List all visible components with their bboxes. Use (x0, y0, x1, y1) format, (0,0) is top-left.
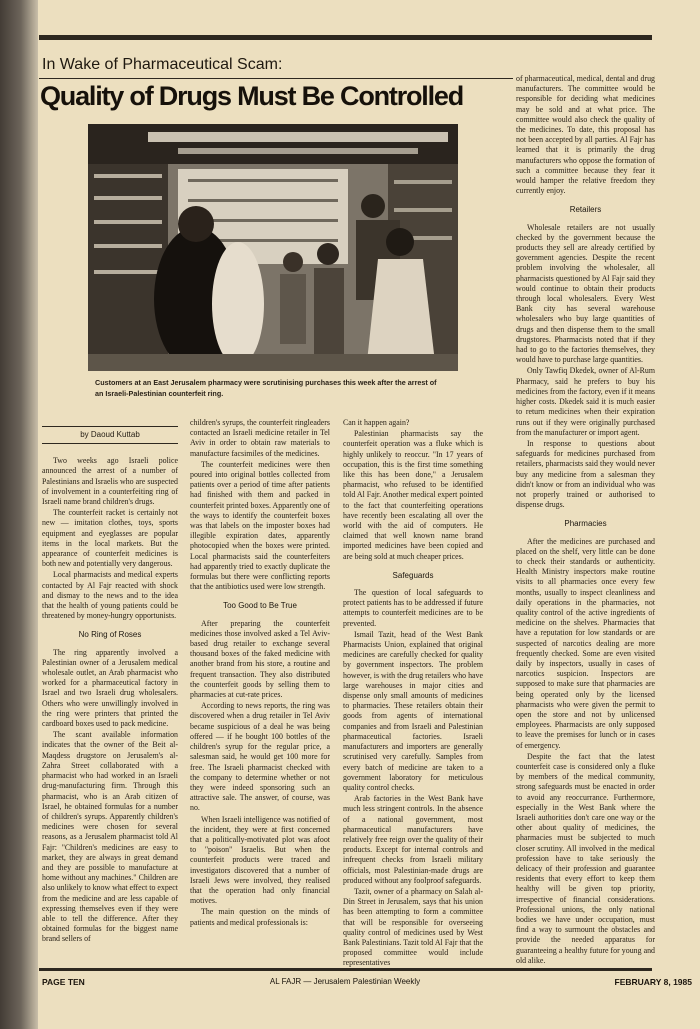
paragraph: The question of local safeguards to protect patients has to be addressed if future attempts to counterfeit medicines are to be prevented. (343, 588, 483, 628)
subheading-pharmacies: Pharmacies (564, 519, 607, 529)
paragraph: The counterfeit medicines were then poured into original bottles collected from patients over a period of time after patients had finished with them and packed in counterfeit printed boxes. Apparently one of the ways to identify the counterfeit boxes was that labels on the imposter boxes had illegible expiration dates, apparently photocopied when the boxes were printed. Local pharmacists said the counterfeiters had apparently tried to exactly duplicate the formulas but there were conflicting reports that the antibiotics used were low strength. (190, 459, 330, 592)
paragraph: After preparing the counterfeit medicines those involved asked a Tel Aviv-based drug retailer to exchange several thousand boxes of the faked medicine with another brand from his store, a routine and frequent transaction. They also distributed the counterfeit goods by selling them to pharmacies at cut-rate prices. (190, 618, 330, 700)
subheading-retailers: Retailers (569, 205, 602, 215)
paragraph: Palestinian pharmacists say the counterfeit operation was a fluke which is highly unlikely to reoccur. "In 17 years of occupation, this is the first time something like this has been done," a Jerusalem pharmacist, who refused to be identified told Al Fajr. Another medical expert pointed to the fact that counterfeiting operations have recently been escalating all over the world with the aid of computers. He claimed that well known name brand imported medicines have been copied and are being sold at much cheaper prices. (343, 429, 483, 561)
paragraph: Only Tawfiq Dkedek, owner of Al-Rum Pharmacy, said he prefers to buy his medicines from the factory, even if it means higher costs. Dkedek said it is much easier to return medicines when their expiration runs out if they were originally purchased from the manufacturer or import agent. (516, 366, 655, 437)
paragraph: Tazit, owner of a pharmacy on Salah al-Din Street in Jerusalem, says that his union has been attempting to form a committee that will be responsible for overseeing quality control of medicines used by West Bank Palestinians. Tazit told Al Fajr that the proposed committee would include representatives (343, 886, 483, 968)
paragraph: In response to questions about safeguards for medicines purchased from retailers, pharmacists said they would never buy any medicine from a salesman they didn't know or from an individual who was not properly trained or authorised to dispense drugs. (516, 438, 655, 510)
subheading-safeguards: Safeguards (392, 570, 434, 580)
paragraph: Despite the fact that the latest counterfeit case is considered only a fluke by members of the medical community, strong safeguards must be enacted in order to avoid any reoccurrance. Furthermore, especially in the West Bank where the Israeli authorities don't care one way or the other about quality of medicines, the pharmacies must be subjected to much closer scrutiny. All involved in the medical profession have to take seriously the delicacy of their profession and guarantee residents that every effort to keep them healthy will be given top priority, irrespective of financial considerations. Professional unions, the only national bodies we have under occupation, must find a way to surmount the obstacles and provide the needed apparatus for guaranteeing a healthy future for young and old alike. (516, 751, 655, 965)
pharmacy-photo (88, 124, 458, 371)
column-2 (190, 418, 330, 929)
photo-caption: Customers at an East Jerusalem pharmacy were scrutinising purchases this week after the arrest of an Israeli-Palestinian counterfeit ring. (95, 378, 437, 398)
paragraph: The ring apparently involved a Palestinian owner of a Jerusalem medical wholesale outlet, an Arab pharmacist who worked for a pharmaceutical factory in Israel and two Israeli drug wholesalers. Others who were unwillingly involved in the ring were printers that printed the cardboard boxes used to pack medicine. (42, 647, 178, 729)
publication-name: AL FAJR — Jerusalem Palestinian Weekly (269, 977, 421, 986)
top-rule (39, 35, 652, 40)
column-3 (343, 418, 483, 970)
paragraph: When Israeli intelligence was notified of the incident, they were at first concerned that a politically-motivated plot was afoot to "poison" Israelis. But when the counterfeit products were traced and investigators discovered that a number of Israeli Jews were involved, they realised that the operation had only financial motives. (190, 814, 330, 906)
issue-date: FEBRUARY 8, 1985 (614, 977, 692, 987)
paragraph: According to news reports, the ring was discovered when a drug retailer in Tel Aviv became suspicious of a deal he was being offered — if he bought 100 bottles of the children's syrup for the regular price, a salesman said, he would get 100 more for free. The Israeli pharmacist checked with the company to determine whether or not they were indeed sponsoring such an attractive sale. The answer, of course, was no. (190, 701, 330, 813)
byline: by Daoud Kuttab (42, 426, 178, 444)
column-1 (42, 426, 178, 946)
column-4 (516, 74, 655, 967)
page-number: PAGE TEN (42, 977, 85, 987)
paragraph: Local pharmacists and medical experts contacted by Al Fajr reacted with shock and dismay to the news and to the idea that the health of young patients could be threatened by money-hungry opportunists. (42, 570, 178, 621)
paragraph: Can it happen again? (343, 418, 410, 427)
paragraph: Arab factories in the West Bank have much less stringent controls. In the absence of a national government, most pharmaceutical manufacturers have relatively free reign over the quality of their products. Except for internal controls and infrequent checks from Israeli military officials, most Palestinian-made drugs are produced without any foolproof safeguards. (343, 794, 483, 885)
kicker-rule (39, 78, 513, 79)
article-kicker: In Wake of Pharmaceutical Scam: (42, 56, 283, 73)
paragraph: The scant available information indicates that the owner of the Beit al-Maqdess drugstore on Jerusalem's al-Zahra Street collaborated with a pharmacist who had worked in an Israeli drug-manufacturing firm. Through this pharmacist, who is an Arab citizen of Israel, he obtained formulas for a number of children's syrups. Apparently children's medicines were chosen for several reasons, as a Jerusalem pharmacist told Al Fajr: "Children's medicines are easy to market, they are always in great demand and they are possible to manufacture at home without any machines." Children are also unlikely to know what effect to expect from the medicine and are less capable of expressing themselves even if they were able to tell the difference. After they obtained formulas for the biggest name brand sellers of (42, 730, 178, 944)
subheading-too-good-to-be-true: Too Good to Be True (223, 601, 297, 611)
subheading-no-ring-of-roses: No Ring of Roses (78, 630, 142, 640)
paragraph: children's syrups, the counterfeit ringleaders contacted an Israeli medicine retailer in Tel Aviv in order to obtain raw materials to manufacture facsimiles of the medicines. (190, 418, 330, 458)
paragraph: Two weeks ago Israeli police announced the arrest of a number of Palestinians and Israelis who are suspected of involvement in a counterfeiting ring of Israeli name brand children's drugs. (42, 456, 178, 507)
paragraph: After the medicines are purchased and placed on the shelf, very little can be done to check their standards or authenticity. Health Ministry inspectors make routine visits to all pharmacies once every few months, usually to inspect cleanliness and daily operations in the pharmacies, not quality control of the active ingredients of medicine on the shelves. Pharmacies that have a reputation for low standards or are suspected of narcotics dealing are more frequently checked. Some are even visited daily by inspectors, usually in cases of narcotics suspicion. Inspectors are supposed to make sure that pharmacies are being operated only by the licensed pharmacists who were given the permit to open the store and not by unlicensed employees. Pharmacists are only supposed to leave the premises for lunch or in cases of emergency. (516, 536, 655, 750)
paragraph: Ismail Tazit, head of the West Bank Pharmacists Union, explained that original medicines are carefully checked for quality by government inspectors. The problem however, is with the drug retailers who have large warehouses in major cities and dispense only small amounts of medicines to pharmacies. These retailers obtain their goods from agents of international companies and from Israeli and Palestinian pharmaceutical factories. Israeli manufacturers and importers are generally scrutinised very carefully. Samples from every batch of medicine are taken to a government laboratory for meticulous quality control checks. (343, 629, 483, 792)
paragraph: The counterfeit racket is certainly not new — imitation clothes, toys, sports equipment and eyeglasses are popular items in the local markets. But the appearance of counterfeit medicines is both new and potentially very dangerous. (42, 508, 178, 569)
book-binding (0, 0, 38, 1029)
paragraph: Wholesale retailers are not usually checked by the government because the products they sell are already certified by government agencies. Despite the recent problem involving the wholesaler, all pharmacists questioned by Al Fajr said they would continue to obtain their products through local wholesalers. Every West Bank city has several warehouse wholesalers who buy large quantities of drugs and then dispense them to the small drugstores. Pharmacists noted that if they had to go to the factories themselves, they would have to purchase large quantities. (516, 222, 655, 365)
article-headline: Quality of Drugs Must Be Controlled (40, 81, 464, 111)
paragraph: The main question on the minds of patients and medical professionals is: (190, 907, 330, 927)
paragraph: of pharmaceutical, medical, dental and drug manufacturers. The committee would be responsible for deciding what medicines may be sold and at what price. The committee would also check the quality of the medicines. To date, this proposal has not been accepted by all parties. Al Fajr has learned that it is primarily the drug manufacturers who oppose the formation of such a committee because they fear it would hamper the relative freedom they currently enjoy. (516, 74, 655, 196)
footer-rule (39, 968, 652, 971)
